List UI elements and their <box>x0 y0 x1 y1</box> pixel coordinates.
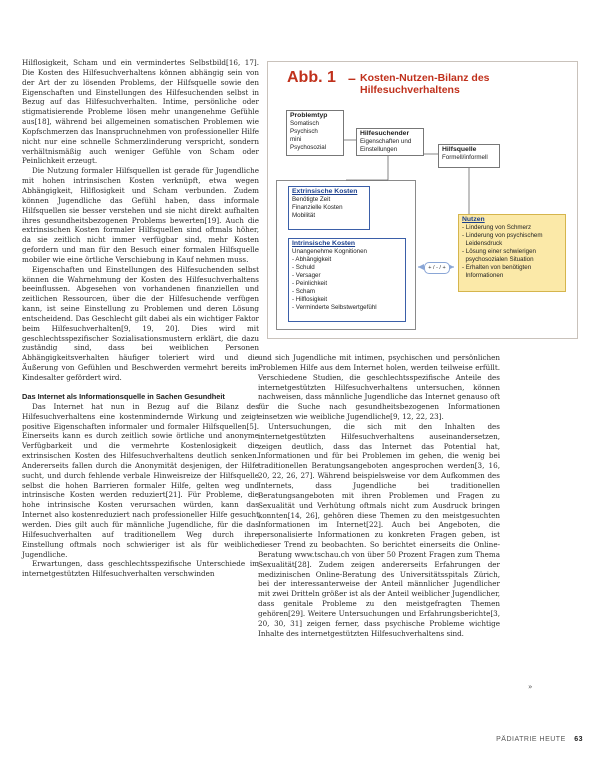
box-title: Intrinsische Kosten <box>292 240 356 247</box>
box-line: Finanzielle Kosten <box>292 204 343 211</box>
right-text-column <box>258 353 500 638</box>
box-line: psychosozialen Situation <box>462 256 534 263</box>
paragraph: Eigenschaften und Einstellungen des Hilfesuchenden selbst können die Wahrnehmung der Kosten des Hilfesuchverhaltens beeinflussen. Abgesehen von vorhandenen finanziellen und zeitlichen Ressourcen, über die der Hilfesuchende verfügen kann, ist seine Einstellung zu Problemen und deren Lösung entscheidend. Das Geschlecht gilt dabei als ein wichtiger Faktor beim Hilfesuchverhalten[9, 19, 20]. Dies wird mit geschlechtsspezifischer Sozialisationsmustern erklärt, die dazu zuständig sind, dass bei weiblichen Personen Abhängigkeitsverhalten häufiger toleriert wird und die Äußerung von Gefühlen und Beschwerden vermehrt bereits im Kindesalter gefördert wird. <box>22 264 259 382</box>
figure-label: Abb. 1 <box>287 69 336 86</box>
box-line: Unangenehme Kognitionen <box>292 248 367 255</box>
figure-connectors <box>268 62 577 338</box>
box-line: - Hilflosigkeit <box>292 296 328 303</box>
paragraph: Das Internet hat nun in Bezug auf die Bilanz des Hilfesuchverhaltens eine kostenmindernde Wirkung und zeigt positive Eigenschaften informaler und formaler Hilfsquellen[5]. Einerseits kann es durch zeitlich sowie örtliche und anonyme Verfügbarkeit und die vermehrte Kostenlosigkeit die extrinsischen Kosten des Hilfesuchverhaltens deutlich senken. Andererseits fallen durch die Anonymität desjenigen, der Hilfe sucht, und durch fehlende verbale Hinweisreize der Hilfsquelle selbst die hohen Barrieren formaler Hilfe, gelten weg und intrinsische Kosten werden reduziert[21]. Für Probleme, die hohe intrinsische Kosten verursachen würden, kann das Internet also kostenreduziert nach professioneller Hilfe gesucht werden. Dies gilt auch für männliche Jugendliche, für die das Hilfesuchverhalten auf traditionellem Weg durch ihre Einstellung oftmals noch schwieriger ist als für weibliche Jugendliche. <box>22 401 259 559</box>
balance-indicator: + / - / + <box>424 262 450 274</box>
box-line: Einstellungen <box>360 146 398 153</box>
figure-title: Kosten-Nutzen-Bilanz des Hilfesuchverhaltens <box>360 72 490 96</box>
paragraph: Hilflosigkeit, Scham und ein vermindertes Selbstbild[16, 17]. Die Kosten des Hilfesuchverhaltens können abhängig sein von der Art der zu lösenden Problems, der Hilfsquelle sowie den Eigenschaften und Einstellungen des Hilfesuchenden selbst in Bezug auf das Hilfesuchverhalten. Intime, persönliche oder stigmatisierende Probleme lösen mehr unangenehme Gefühle aus[18], während bei allgemeinen somatischen Problemen wie Kopfschmerzen das Inanspruchnehmen von professioneller Hilfe nicht nur eine schnelle Schmerzlinderung verspricht, sondern verhältnismäßig auch weniger Gefühle von Scham oder Peinlichkeit erzeugt. <box>22 58 259 166</box>
box-line: Psychisch <box>290 128 318 135</box>
figure-abb-1 <box>267 61 578 339</box>
box-line: Leidensdruck <box>462 240 503 247</box>
box-line: - Linderung von psychischem <box>462 232 543 239</box>
box-line: Psychosozial <box>290 144 327 151</box>
box-line: - Schuld <box>292 264 315 271</box>
continue-marker: » <box>528 683 533 691</box>
journal-name: PÄDIATRIE HEUTE <box>496 736 566 743</box>
box-line: - Versager <box>292 272 321 279</box>
box-line: Benötigte Zeit <box>292 196 331 203</box>
left-text-column <box>22 58 259 579</box>
box-line: - Peinlichkeit <box>292 280 328 287</box>
box-line: Eigenschaften und <box>360 138 412 145</box>
page-number: 63 <box>574 736 583 743</box>
box-line: Informationen <box>462 272 504 279</box>
figure-dash: – <box>348 70 356 86</box>
box-line: Formell/informell <box>442 154 488 161</box>
box-title: Extrinsische Kosten <box>292 188 358 195</box>
box-title: Problemtyp <box>290 112 328 119</box>
box-line: - Scham <box>292 288 316 295</box>
box-title: Hilfesuchender <box>360 130 410 137</box>
box-line: Mobilität <box>292 212 316 219</box>
box-title: Nutzen <box>462 216 485 223</box>
box-line: - Linderung von Schmerz <box>462 224 532 231</box>
paragraph: Erwartungen, dass geschlechtsspezifische Unterschiede im internetgestützten Hilfesuchverhalten verschwinden <box>22 559 259 579</box>
paragraph: und sich Jugendliche mit intimen, psychischen und persönlichen Problemen Hilfe aus dem Internet holen, werden teilweise erfüllt. Verschiedene Studien, die geschlechtsspezifische Anteile des internetgestützten Hilfesuchverhaltens untersuchen, können nachweisen, dass männliche Jugendliche das Internet genauso oft für die Suche nach gesundheitsbezogenen Informationen einsetzen wie weibliche Jugendliche[9, 12, 22, 23]. <box>258 353 500 422</box>
box-line: Somatisch <box>290 120 319 127</box>
box-title: Hilfsquelle <box>442 146 477 153</box>
paragraph: Untersuchungen, die sich mit den Inhalten des internetgestützten Hilfesuchverhaltens auseinandersetzen, zeigen deutlich, dass das Internet das Potential hat, Informationen und für bei Problemen im gehen, die wenig bei traditionellen Beratungsangeboten angesprochen werden[3, 16, 20, 22, 26, 27]. Während beispielsweise vor dem Aufkommen des Internets, dass Jugendliche bei traditionellen Beratungsangeboten mit ihren Problemen und Fragen zu Sexualität und Verhütung oftmals nicht zum Ausdruck bringen konnten[14, 26], gehören diese Themen zu den meistgesuchten Informationen im Internet[22]. Auch bei Angeboten, die personalisierte Informationen zu konkreten Fragen geben, ist dieser Trend zu beobachten. So berichtet einerseits die Online-Beratung www.tschau.ch von über 50 Prozent Fragen zum Thema Sexualität[28]. Zudem zeigen andererseits Erfahrungen der medizinischen Online-Beratung des Universitätsspitals Zürich, bei der interessanterweise der Anteil männlicher Jugendlicher mit zwei Dritteln größer ist als der Anteil weiblicher Jugendlicher, dass genitale Probleme zu den meistgefragten Themen gehören[29]. Weitere Untersuchungen und Erfahrungsberichte[3, 20, 30, 31] zeigen ferner, dass psychische Probleme wichtige Inhalte des internetgestützten Hilfesuchverhaltens sind. <box>258 421 500 638</box>
section-heading: Das Internet als Informationsquelle in Sachen Gesundheit <box>22 391 225 401</box>
box-line: - Erhalten von benötigten <box>462 264 532 271</box>
box-line: - Lösung einer schwierigen <box>462 248 536 255</box>
box-line: - Abhängigkeit <box>292 256 332 263</box>
box-line: - Verminderte Selbstwertgefühl <box>292 304 377 311</box>
page-footer <box>496 736 583 743</box>
paragraph-gap <box>22 383 259 392</box>
box-line: mini <box>290 136 302 143</box>
paragraph: Die Nutzung formaler Hilfsquellen ist gerade für Jugendliche mit hohen intrinsischen Kosten verknüpft, etwa wegen Abhängigkeit, Hilflosigkeit und Scham verbunden. Zudem können Jugendliche das Gefühl haben, dass informale Hilfsquellen sie besser verstehen und sie nicht direkt aufhalten ihres gesundheitsbezogenen Problems bewerten[19]. Auch die extrinsischen Kosten formaler Hilfsquellen sind oftmals höher, da sie zeitlich nicht immer verfügbar sind, mehr Kosten gefordern und man für den Besuch einer formalen Hilfsquelle mobiler wie eine örtliche Verschiebung in Kauf nehmen muss. <box>22 166 259 264</box>
